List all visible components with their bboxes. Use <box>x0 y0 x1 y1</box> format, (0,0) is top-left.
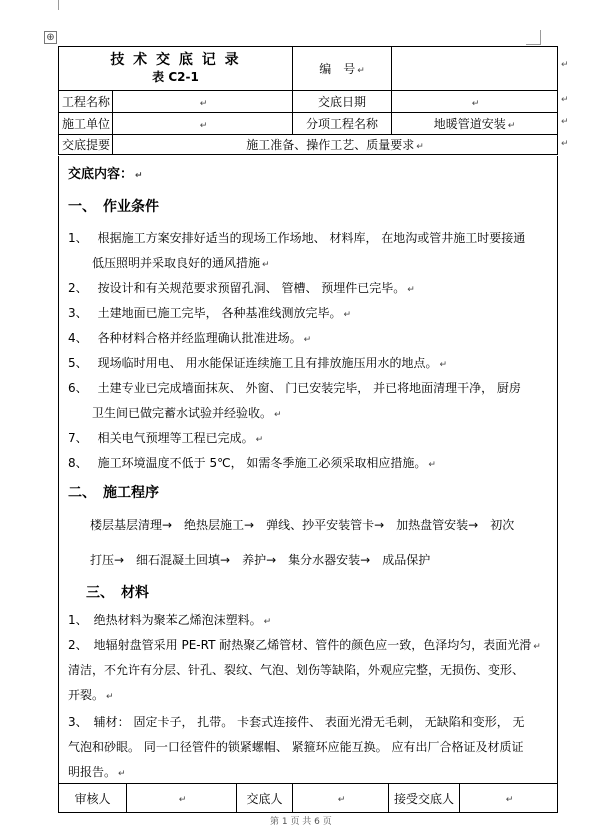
header-table <box>58 46 558 155</box>
condition-item-4: 4、 各种材料合格并经监理确认批准进场。 ↵ <box>68 331 312 345</box>
discloser-label-cell <box>237 784 293 813</box>
table-move-handle-icon[interactable]: ⊕ <box>44 31 57 44</box>
para-mark: ↵ <box>505 795 514 805</box>
date-label-cell <box>293 91 392 113</box>
form-code: 表 C2-1 <box>152 69 199 84</box>
discloser-label: 交底人 <box>246 791 283 806</box>
doc-title: 技 术 交 底 记 录 <box>110 51 241 68</box>
summary-label-cell <box>59 135 113 155</box>
para-mark: ↵ <box>471 98 480 109</box>
section-3-title: 三、 材料 <box>86 585 149 601</box>
material-item-2: 2、 地辐射盘管采用 PE-RT 耐热聚乙烯管材、管件的颜色应一致，色泽均匀，表面光滑 ↵ <box>68 638 541 652</box>
subproject-value-cell[interactable] <box>392 113 558 135</box>
para-mark: ↵ <box>357 66 365 76</box>
material-item-2-cont: 开裂。 ↵ <box>68 688 114 702</box>
summary-label: 交底提要 <box>62 138 111 152</box>
condition-item-2: 2、 按设计和有关规范要求预留孔洞、 管槽、 预埋件已完毕。 ↵ <box>68 281 415 295</box>
unit-value-cell[interactable] <box>113 113 293 135</box>
number-value-cell[interactable] <box>392 47 558 91</box>
material-item-1: 1、 绝热材料为聚苯乙烯泡沫塑料。 ↵ <box>68 613 272 627</box>
signature-table <box>58 783 558 813</box>
material-item-2-cont: 清洁，不允许有分层、针孔、裂纹、气泡、划伤等缺陷，外观应完整，无损伤、变形、 <box>68 663 525 677</box>
condition-item-1: 1、 根据施工方案安排好适当的现场工作场地、 材料库， 在地沟或管井施工时要接通 <box>68 231 526 245</box>
discloser-signature-cell[interactable] <box>293 784 389 813</box>
condition-item-1-cont: 低压照明并采取良好的通风措施 ↵ <box>92 256 270 270</box>
row-end-mark: ↵ <box>561 95 569 105</box>
date-label: 交底日期 <box>317 95 366 109</box>
summary-value: 施工准备、操作工艺、质量要求 <box>246 138 415 152</box>
para-mark: ↵ <box>199 120 208 131</box>
unit-label-cell <box>59 113 113 135</box>
condition-item-6-cont: 卫生间已做完蓄水试验并经验收。 ↵ <box>92 406 282 420</box>
receiver-signature-cell[interactable] <box>460 784 558 813</box>
section-1-title: 一、 作业条件 <box>68 199 159 215</box>
para-mark: ↵ <box>507 121 516 131</box>
condition-item-5: 5、 现场临时用电、 用水能保证连续施工且有排放施压用水的地点。 ↵ <box>68 356 448 370</box>
date-value-cell[interactable] <box>392 91 558 113</box>
para-mark: ↵ <box>337 795 346 805</box>
number-label-cell <box>293 47 392 91</box>
para-mark: ↵ <box>178 795 187 805</box>
receiver-label-cell <box>389 784 460 813</box>
project-label: 工程名称 <box>62 95 111 109</box>
procedure-line-1: 楼层基层清理→ 绝热层施工→ 弹线、抄平安装管卡→ 加热盘管安装→ 初次 <box>90 518 515 532</box>
procedure-line-2: 打压→ 细石混凝土回填→ 养护→ 集分水器安装→ 成品保护 <box>90 553 431 567</box>
page-footer: 第 1 页 共 6 页 <box>270 817 332 827</box>
para-mark: ↵ <box>199 98 208 109</box>
receiver-label: 接受交底人 <box>393 791 454 806</box>
subproject-value: 地暖管道安装 <box>433 117 506 131</box>
row-end-mark: ↵ <box>561 117 569 127</box>
reviewer-label-cell <box>59 784 127 813</box>
title-cell <box>59 47 293 91</box>
material-item-3: 3、 辅材： 固定卡子， 扎带。 卡套式连接件、 表面光滑无毛刺， 无缺陷和变形， 无 <box>68 715 525 729</box>
condition-item-6: 6、 土建专业已完成墙面抹灰、 外窗、 门已安装完毕， 并已将地面清理干净， 厨房 <box>68 381 521 395</box>
crop-mark-right-v <box>540 30 541 44</box>
row-end-mark: ↵ <box>561 139 569 149</box>
content-heading-text: 交底内容： <box>68 167 134 182</box>
para-mark: ↵ <box>416 142 424 152</box>
crop-mark-right-h <box>526 44 541 45</box>
subproject-label-cell <box>293 113 392 135</box>
material-item-3-cont: 明报告。 ↵ <box>68 765 126 779</box>
unit-label: 施工单位 <box>62 117 111 131</box>
para-mark: ↵ <box>135 171 143 181</box>
summary-value-cell[interactable] <box>113 135 558 155</box>
reviewer-signature-cell[interactable] <box>127 784 237 813</box>
reviewer-label: 审核人 <box>74 791 111 806</box>
project-label-cell <box>59 91 113 113</box>
subproject-label: 分项工程名称 <box>305 117 378 131</box>
section-2-title: 二、 施工程序 <box>68 485 159 501</box>
condition-item-3: 3、 土建地面已施工完毕， 各种基准线测放完毕。 ↵ <box>68 306 352 320</box>
condition-item-8: 8、 施工环境温度不低于 5℃， 如需冬季施工必须采取相应措施。 ↵ <box>68 456 436 470</box>
content-heading <box>68 163 143 182</box>
condition-item-7: 7、 相关电气预埋等工程已完成。 ↵ <box>68 431 264 445</box>
project-value-cell[interactable] <box>113 91 293 113</box>
material-item-3-cont: 气泡和砂眼。 同一口径管件的锁紧螺帽、 紧箍环应能互换。 应有出厂合格证及材质证 <box>68 740 524 754</box>
number-label: 编 号 <box>319 62 356 76</box>
row-end-mark: ↵ <box>561 60 569 70</box>
crop-mark-top <box>58 0 59 10</box>
